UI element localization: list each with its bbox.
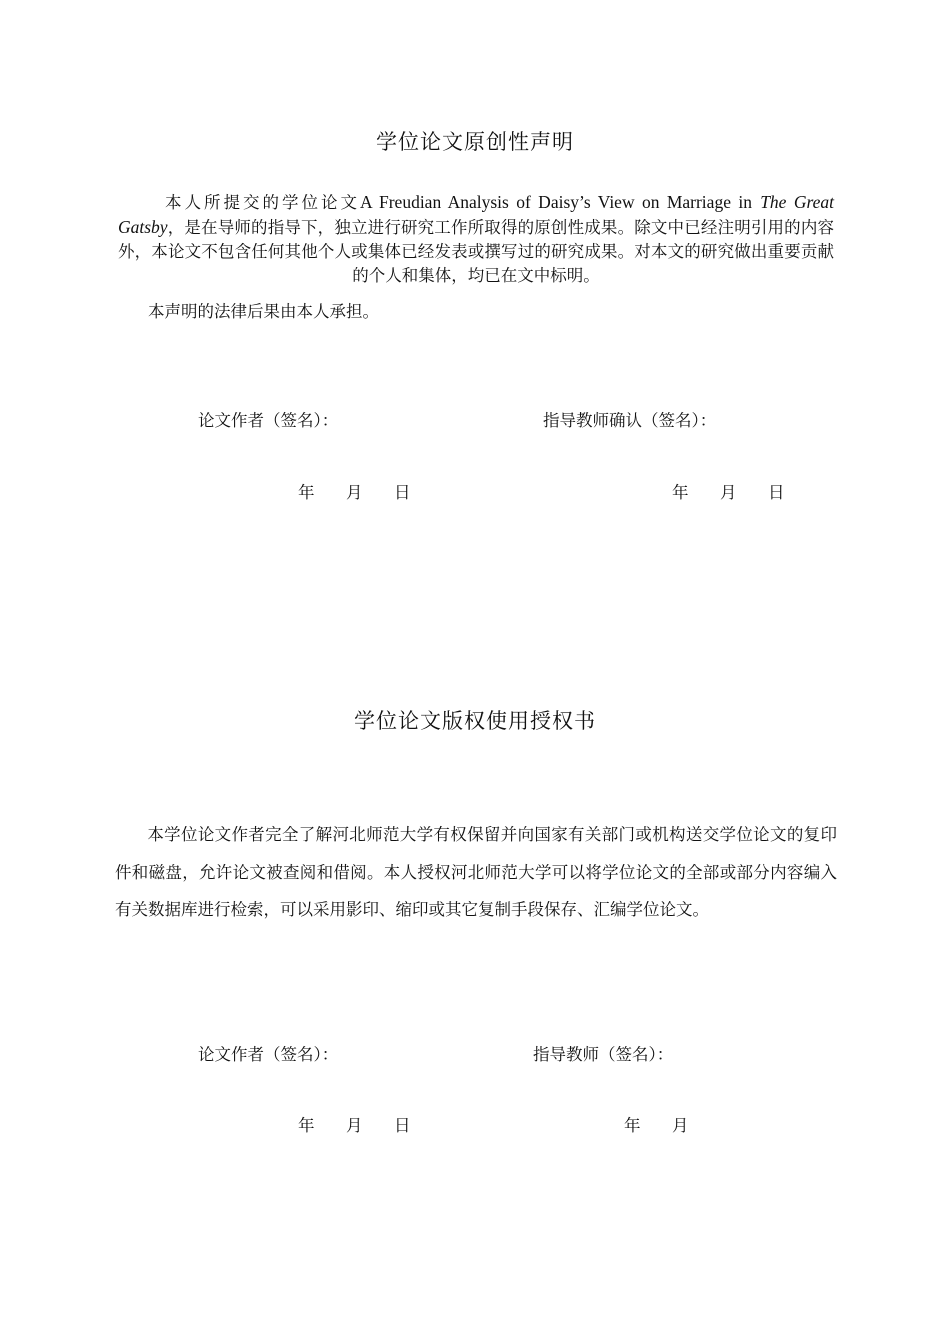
authorization-title: 学位论文版权使用授权书	[354, 709, 596, 733]
authorization-paragraph	[115, 816, 837, 929]
date-day-label: 日	[394, 1116, 411, 1135]
declaration-title: 学位论文原创性声明	[376, 130, 574, 154]
declaration-author-date	[298, 479, 442, 503]
date-year-label: 年	[672, 483, 689, 502]
thesis-title-plain: A Freudian Analysis of Daisy’s View on Marriage in	[359, 192, 752, 212]
declaration-lead-text: 本人所提交的学位论文	[162, 193, 360, 212]
thesis-title-italic: The Great Gatsby	[118, 192, 835, 237]
authorization-supervisor-date	[624, 1112, 720, 1136]
declaration-paragraph	[118, 190, 834, 288]
authorization-author-sign-label: 论文作者（签名）：	[198, 1045, 339, 1064]
date-day-label: 日	[394, 483, 411, 502]
legal-consequence-text: 本声明的法律后果由本人承担。	[148, 302, 379, 321]
date-month-label: 月	[346, 483, 363, 502]
declaration-rest-text: ，是在导师的指导下，独立进行研究工作所取得的原创性成果。除文中已经注明引用的内容外，本论文不包含任何其他个人或集体已经发表或撰写过的研究成果。对本文的研究做出重要贡献的个人和集体，均已在文中标明。	[118, 218, 834, 285]
authorization-author-date	[298, 1112, 442, 1136]
date-month-label: 月	[720, 483, 737, 502]
date-year-label: 年	[298, 1116, 315, 1135]
date-day-label: 日	[768, 483, 785, 502]
date-year-label: 年	[298, 483, 315, 502]
authorization-supervisor-sign-label: 指导教师（签名）：	[533, 1045, 674, 1064]
declaration-author-sign-label: 论文作者（签名）：	[198, 411, 339, 430]
date-month-label: 月	[346, 1116, 363, 1135]
declaration-supervisor-sign-label: 指导教师确认（签名）：	[543, 411, 717, 430]
declaration-supervisor-date	[672, 479, 816, 503]
date-month-label: 月	[672, 1116, 689, 1135]
authorization-text: 本学位论文作者完全了解河北师范大学有权保留并向国家有关部门或机构送交学位论文的复印件和磁盘，允许论文被查阅和借阅。本人授权河北师范大学可以将学位论文的全部或部分内容编入有关数据库进行检索，可以采用影印、缩印或其它复制手段保存、汇编学位论文。	[115, 825, 837, 919]
date-year-label: 年	[624, 1116, 641, 1135]
